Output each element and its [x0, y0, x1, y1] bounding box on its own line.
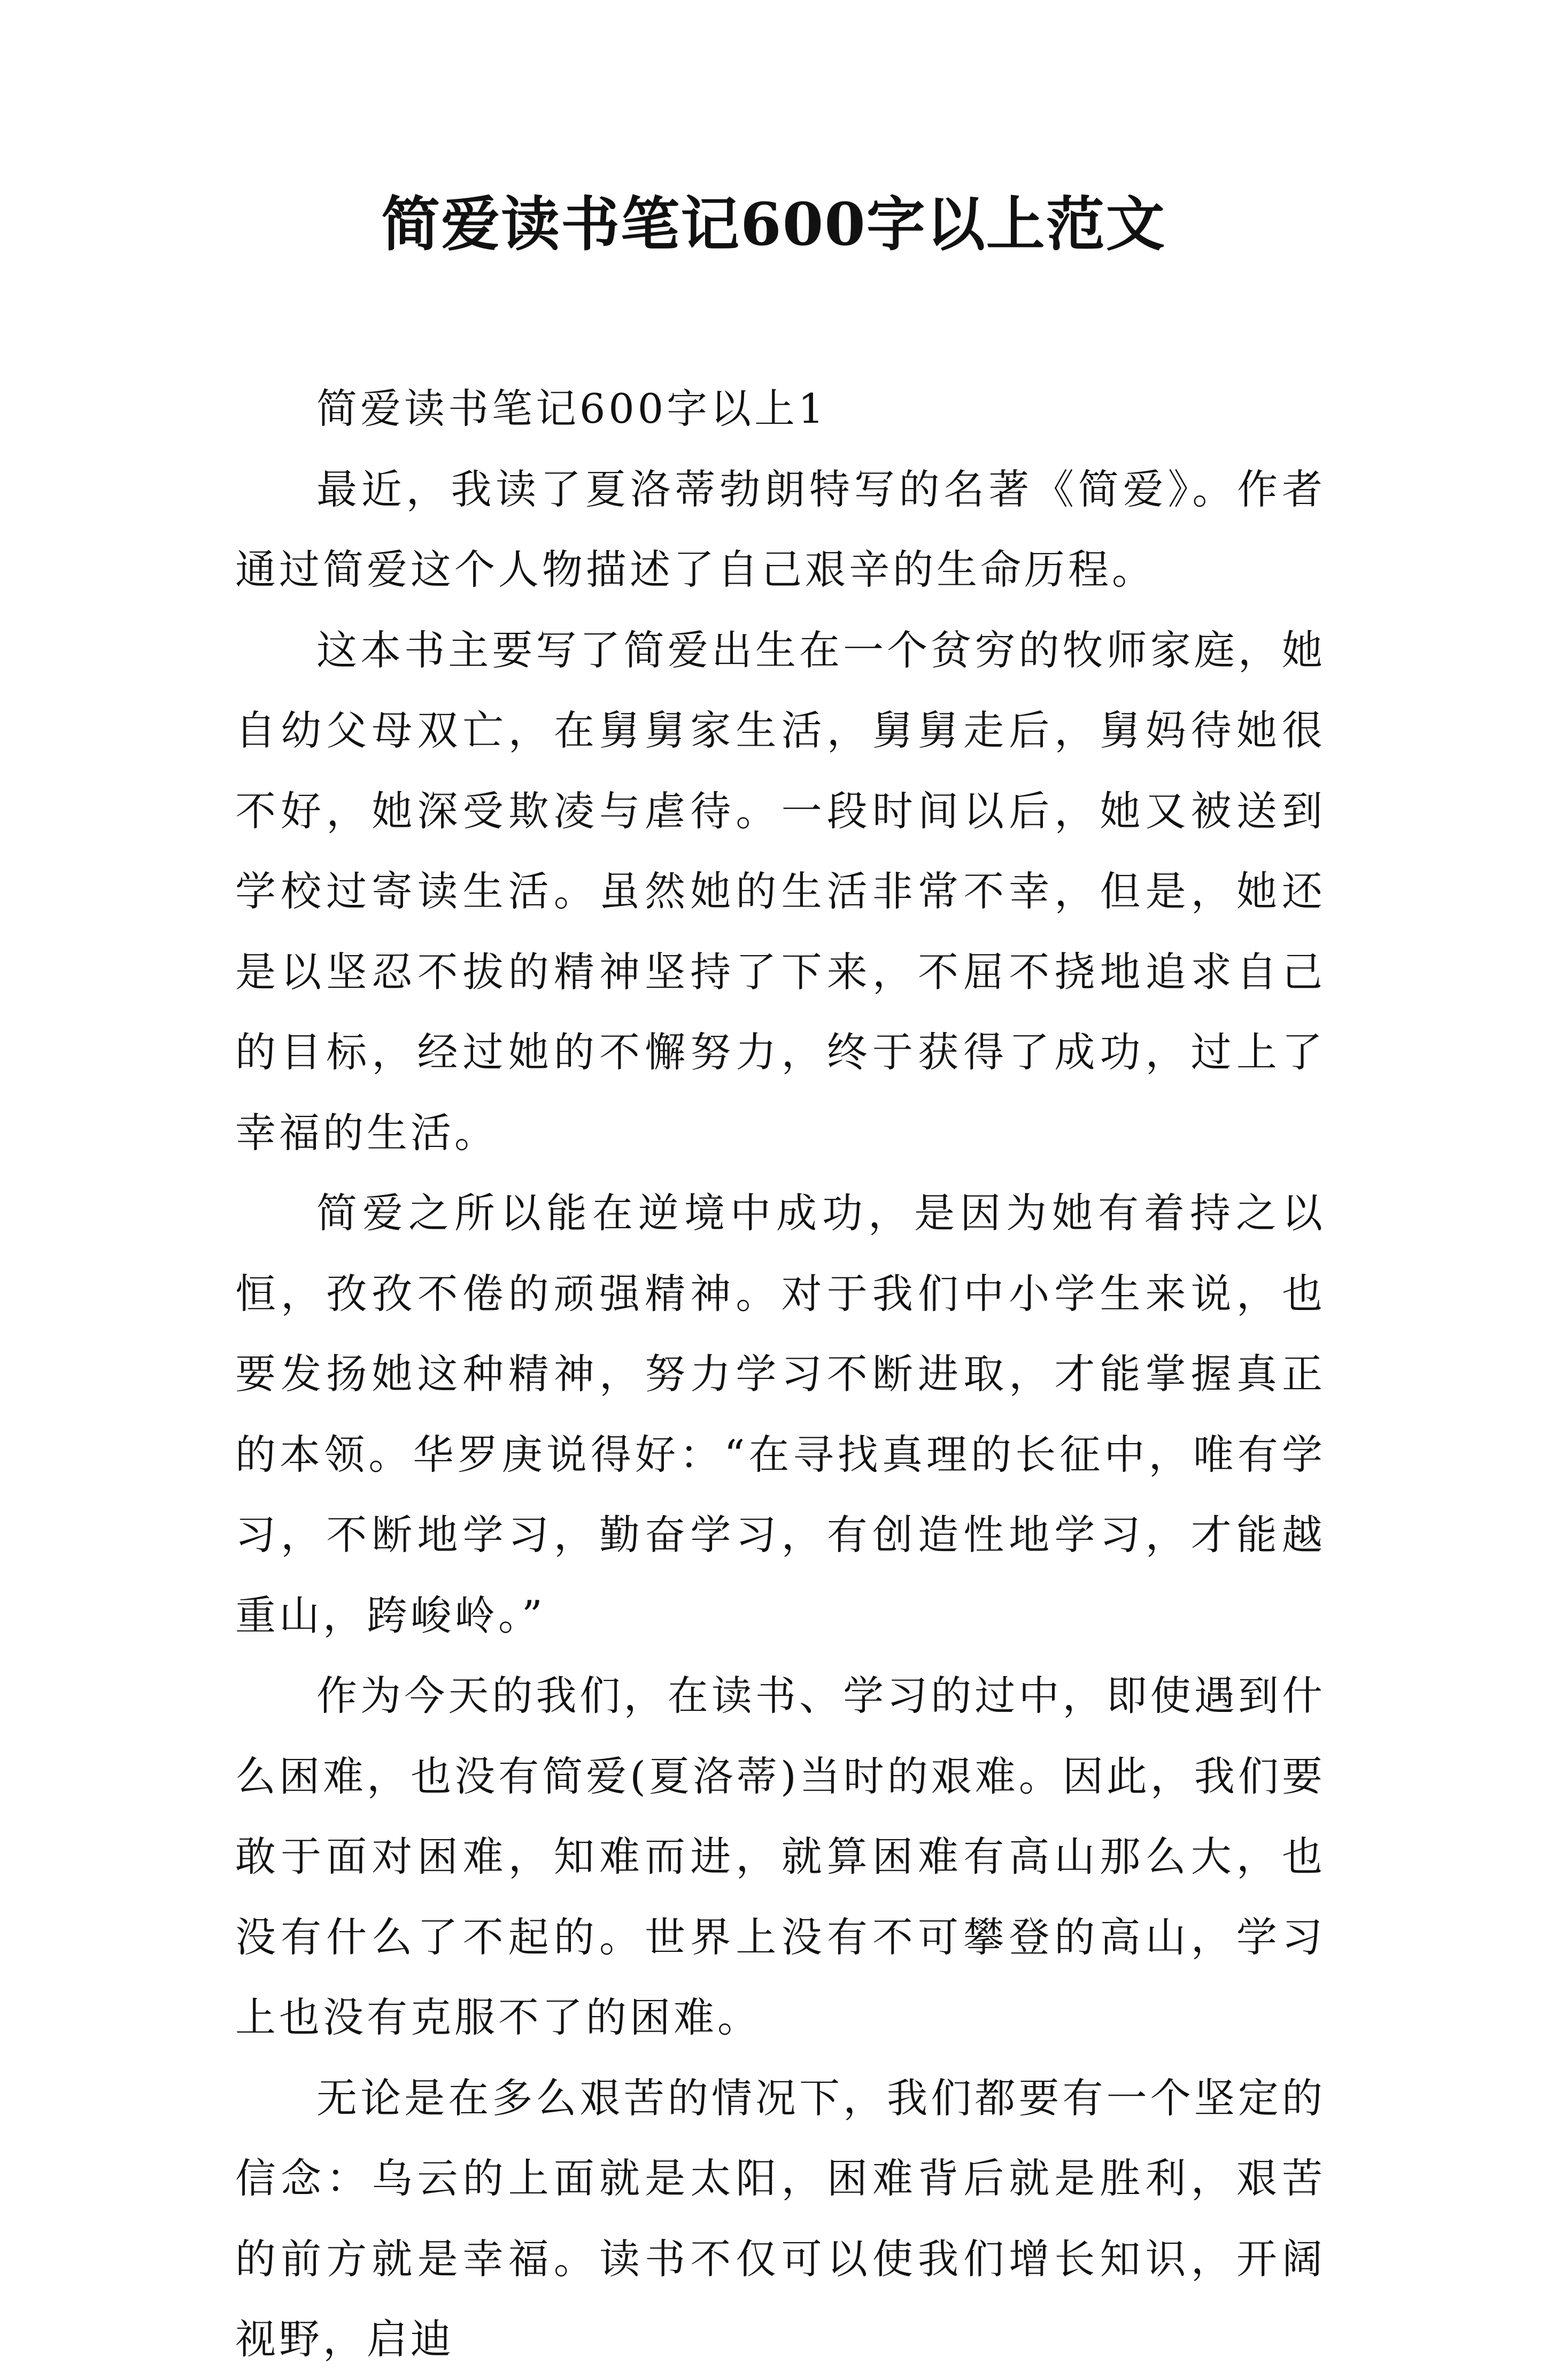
paragraph-1: 最近，我读了夏洛蒂勃朗特写的名著《简爱》。作者通过简爱这个人物描述了自己艰辛的生命历程。 [235, 465, 1326, 593]
paragraph-4: 作为今天的我们，在读书、学习的过中，即使遇到什么困难，也没有简爱(夏洛蒂)当时的艰难。因此，我们要敢于面对困难，知难而进，就算困难有高山那么大，也没有什么了不起的。世界上没有不可攀登的高山，学习上也没有克服不了的困难。 [235, 1672, 1326, 2041]
paragraph-2: 这本书主要写了简爱出生在一个贫穷的牧师家庭，她自幼父母双亡，在舅舅家生活，舅舅走后，舅妈待她很不好，她深受欺凌与虐待。一段时间以后，她又被送到学校过寄读生活。虽然她的生活非常不幸，但是，她还是以坚忍不拔的精神坚持了下来，不屈不挠地追求自己的目标，经过她的不懈努力，终于获得了成功，过上了幸福的生活。 [235, 626, 1326, 1157]
paragraph-5: 无论是在多么艰苦的情况下，我们都要有一个坚定的信念：乌云的上面就是太阳，困难背后就是胜利，艰苦的前方就是幸福。读书不仅可以使我们增长知识，开阔视野，启迪 [235, 2074, 1326, 2363]
document-title: 简爱读书笔记600字以上范文 [381, 190, 1166, 259]
section-heading: 简爱读书笔记600字以上1 [316, 385, 827, 432]
document-body [235, 369, 1326, 2380]
paragraph-3: 简爱之所以能在逆境中成功，是因为她有着持之以恒，孜孜不倦的顽强精神。对于我们中小学生来说，也要发扬她这种精神，努力学习不断进取，才能掌握真正的本领。华罗庚说得好：“在寻找真理的长征中，唯有学习，不断地学习，勤奋学习，有创造性地学习，才能越重山，跨峻岭。” [235, 1189, 1326, 1639]
